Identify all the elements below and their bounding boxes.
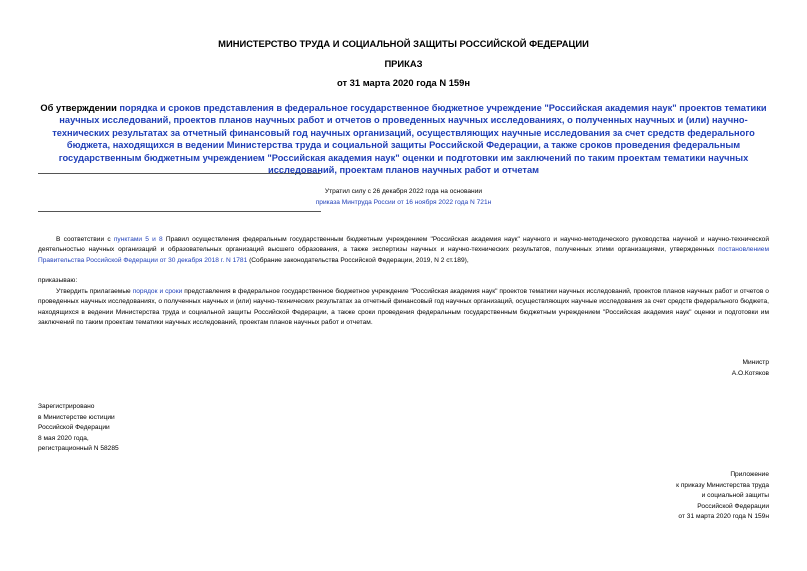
registration-line: 8 мая 2020 года, (38, 434, 89, 442)
title-link[interactable]: порядка и сроков представления в федеральное государственное бюджетное учреждение "Российская академия наук" проектов тематики научных исследований, проектов планов научных работ и отчетов о проведенных научных исследованиях, о полученных научных и (или) научно-технических результатах за отчетный финансовый год научных организаций, осуществляющих научные исследования за счет средств федерального бюджета, находящихся в ведении Министерства труда и социальной защиты Российской Федерации, а также сроков проведения федеральным государственным бюджетным учреждением "Российская академия наук" оценки и подготовки им заключений по таким проектам тематики научных исследований, проектам планов научных работ и отчетам (52, 103, 767, 176)
procedure-link[interactable]: порядок и сроки (132, 288, 183, 295)
signatory-position: Министр (742, 359, 769, 366)
registration-block (38, 402, 119, 455)
signature-block (732, 358, 769, 379)
appendix-line: и социальной защиты (701, 492, 769, 499)
order-text: Утвердить прилагаемые (56, 288, 133, 295)
document-type: ПРИКАЗ (384, 58, 423, 69)
repeal-notice-text: Утратил силу с 26 декабря 2022 года на основании (324, 188, 483, 195)
repeal-order-link[interactable]: приказа Минтруда России от 16 ноября 2022 года N 721н (315, 199, 492, 206)
appendix-line: Российской Федерации (697, 502, 769, 510)
preamble-paragraph (38, 235, 769, 266)
divider-bottom (38, 211, 321, 212)
appendix-line: Приложение (730, 471, 769, 478)
rules-points-link[interactable]: пунктами 5 и 8 (113, 236, 163, 243)
appendix-block (676, 470, 769, 523)
order-text: представления в федеральное государственное бюджетное учреждение "Российская академия наук" проектов тематики научных исследований, проектов планов научных работ и отчетов о проведенных научных исследованиях, о полученных научных и (или) научно-технических результатах за отчетный финансовый год научных организаций, осуществляющих научные исследования за счет средств федерального бюджета, находящихся в ведении Министерства труда и социальной защиты Российской Федерации, а также сроки проведения федеральным государственным бюджетным учреждением "Российская академия наук" оценки и подготовки им заключений по таким проектам тематики научных исследований, проектам планов научных работ и отчетам. (38, 288, 769, 326)
title-prefix: Об утверждении (40, 103, 120, 113)
document-date: от 31 марта 2020 года N 159н (336, 77, 471, 88)
signatory-name: А.О.Котяков (731, 369, 769, 377)
divider-top (38, 173, 321, 174)
ministry-heading: МИНИСТЕРСТВО ТРУДА И СОЦИАЛЬНОЙ ЗАЩИТЫ РОССИЙСКОЙ ФЕДЕРАЦИИ (218, 38, 589, 49)
appendix-line: к приказу Министерства труда (676, 481, 769, 489)
order-word: приказываю: (38, 277, 78, 284)
preamble-text: В соответствии с (56, 236, 114, 243)
registration-line: Российской Федерации (38, 424, 110, 431)
order-paragraph (38, 287, 769, 328)
preamble-text: Правил осуществления федеральным государственным бюджетным учреждением "Российская академия наук" научного и научно-методического руководства научной и научно-технической деятельностью научных организаций и образовательных организаций высшего образования, а также экспертизы научных и научно-технических результатов, полученных этими организациями, утвержденных (38, 236, 770, 254)
preamble-text: (Собрание законодательства Российской Федерации, 2019, N 2 ст.189), (247, 256, 469, 264)
repeal-notice (0, 186, 807, 208)
registration-line: Зарегистрировано (38, 403, 95, 410)
appendix-line: от 31 марта 2020 года N 159н (678, 513, 769, 520)
registration-line: регистрационный N 58285 (38, 445, 119, 452)
government-resolution-link[interactable]: постановлением Правительства Российской Федерации от 30 декабря 2018 г. N 1781 (38, 246, 769, 264)
registration-line: в Министерстве юстиции (38, 413, 115, 421)
document-title (38, 102, 769, 176)
